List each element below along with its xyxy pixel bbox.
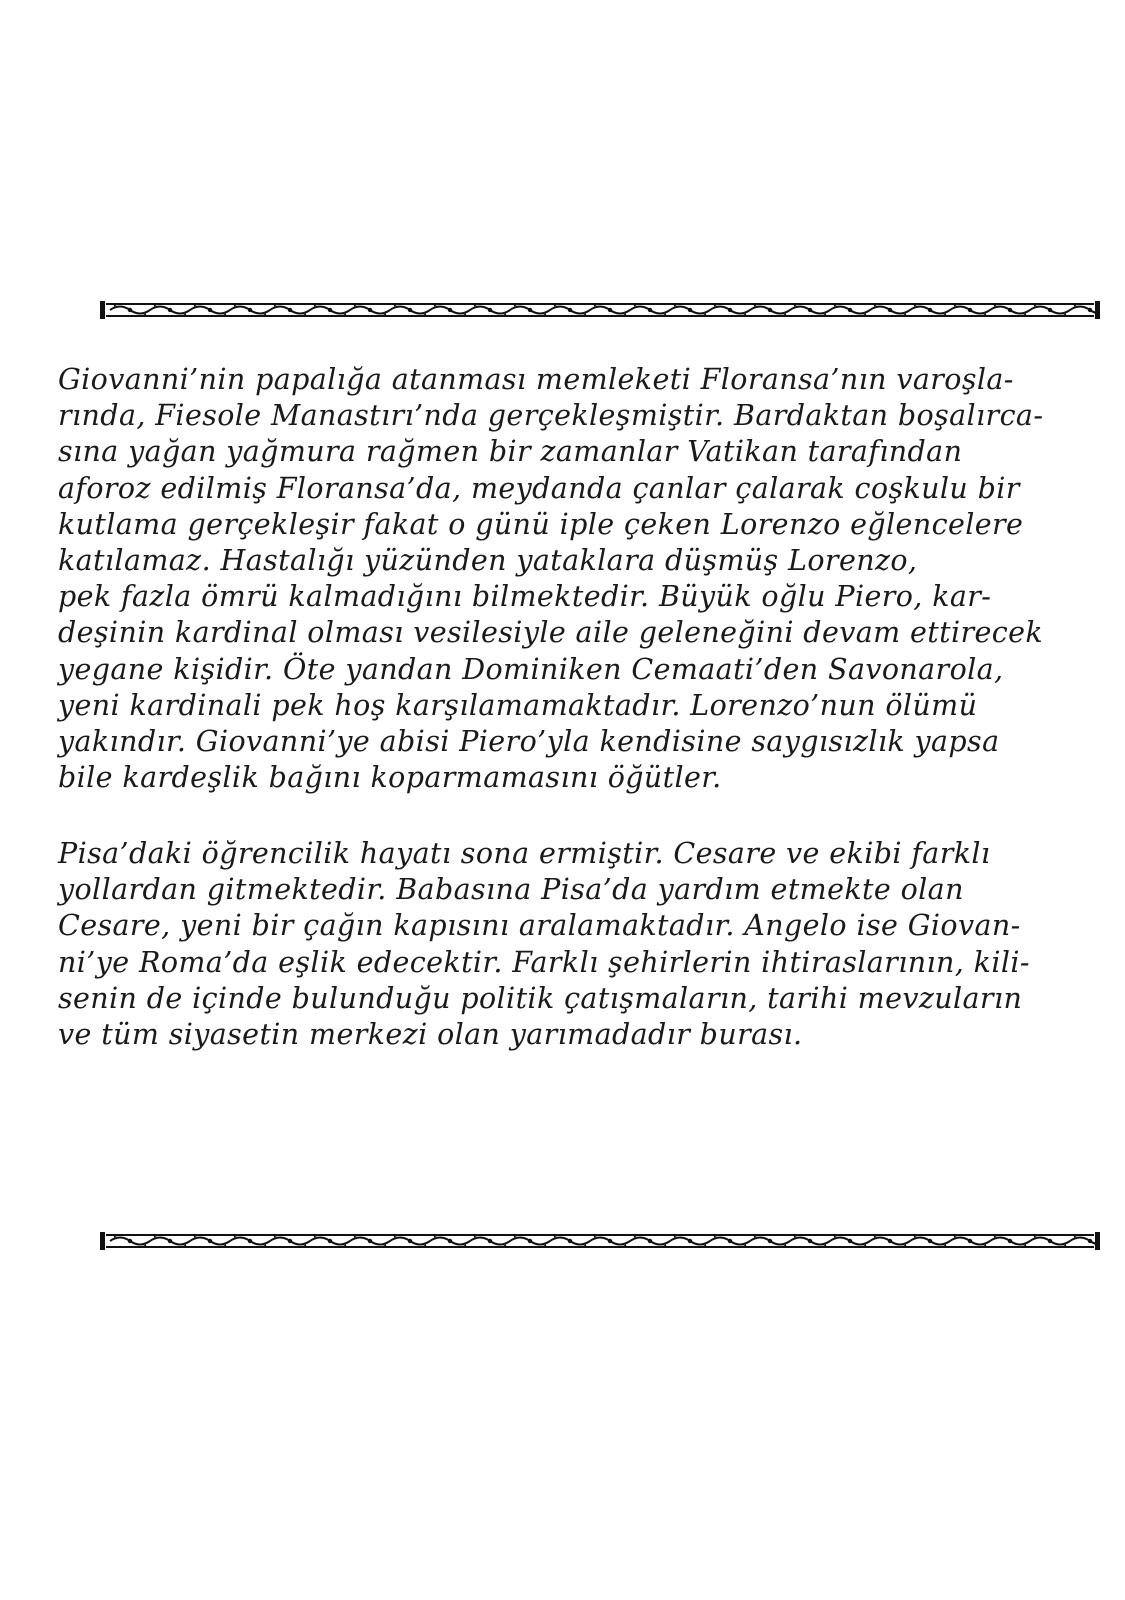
text-line: Giovanni’nin papalığa atanması memleketi Floransa’nın varoşla- [58, 363, 1014, 396]
text-line: senin de içinde bulunduğu politik çatışmaların, tarihi mevzuların [58, 981, 1023, 1015]
text-line: yeni kardinali pek hoş karşılamamaktadır. Lorenzo’nun ölümü [58, 688, 978, 722]
text-line: yegane kişidir. Öte yandan Dominiken Cemaati’den Savonarola, [58, 652, 1004, 686]
ornamental-divider-top-icon [100, 298, 1100, 322]
text-line: ve tüm siyasetin merkezi olan yarımadadır burası. [58, 1018, 803, 1052]
text-line: rında, Fiesole Manastırı’nda gerçekleşmiştir. Bardaktan boşalırca- [58, 399, 1044, 433]
paragraph-1 [58, 362, 1078, 796]
text-line: Pisa’daki öğrencilik hayatı sona ermiştir. Cesare ve ekibi farklı [58, 837, 991, 870]
paragraph-2 [58, 836, 1078, 1053]
text-line: yakındır. Giovanni’ye abisi Piero’yla kendisine saygısızlık yapsa [58, 725, 1000, 759]
text-line: kutlama gerçekleşir fakat o günü iple çeken Lorenzo eğlencelere [58, 507, 1024, 541]
text-line: aforoz edilmiş Floransa’da, meydanda çanlar çalarak coşkulu bir [58, 471, 1020, 505]
ornamental-divider-bottom-icon [100, 1229, 1100, 1253]
text-line: ni’ye Roma’da eşlik edecektir. Farklı şehirlerin ihtiraslarının, kili- [58, 945, 1030, 979]
text-line: deşinin kardinal olması vesilesiyle aile geleneğini devam ettirecek [58, 616, 1044, 650]
text-line: Cesare, yeni bir çağın kapısını aralamaktadır. Angelo ise Giovan- [58, 909, 1021, 943]
text-line: sına yağan yağmura rağmen bir zamanlar Vatikan tarafından [58, 435, 963, 469]
text-line: katılamaz. Hastalığı yüzünden yataklara düşmüş Lorenzo, [58, 544, 918, 578]
text-line: bile kardeşlik bağını koparmamasını öğütler. [58, 761, 722, 795]
text-line: yollardan gitmektedir. Babasına Pisa’da yardım etmekte olan [58, 873, 964, 907]
text-line: pek fazla ömrü kalmadığını bilmektedir. Büyük oğlu Piero, kar- [58, 580, 992, 614]
